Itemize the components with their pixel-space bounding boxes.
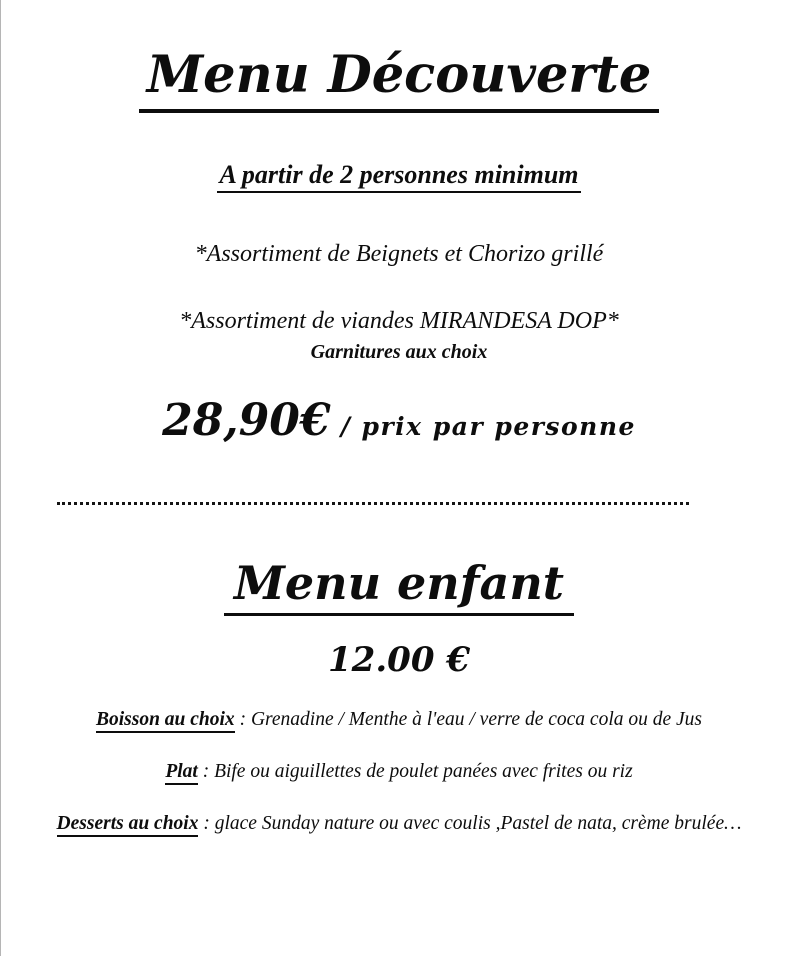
desserts-row (0, 811, 798, 837)
decouverte-price-suffix: / prix par personne (330, 412, 636, 442)
menu-enfant-section (0, 505, 798, 838)
boisson-label: Boisson au choix (96, 709, 235, 733)
boisson-row (0, 707, 798, 733)
decouverte-price-amount: 28,90€ (162, 395, 331, 447)
plat-label: Plat (165, 761, 198, 785)
menu-decouverte-title: Menu Découverte (139, 46, 660, 113)
plat-separator: : (197, 761, 215, 782)
menu-decouverte-subtitle: A partir de 2 personnes minimum (217, 159, 580, 193)
desserts-separator: : (198, 813, 215, 835)
garnitures-note: Garnitures aux choix (310, 341, 488, 364)
desserts-text: glace Sunday nature ou avec coulis ,Pastel de nata, crème brulée… (214, 813, 742, 835)
menu-enfant-price: 12.00 € (328, 639, 470, 680)
desserts-label: Desserts au choix (57, 813, 199, 837)
menu-decouverte-section (0, 0, 798, 448)
boisson-separator: : (234, 708, 251, 730)
menu-item-viandes: *Assortiment de viandes MIRANDESA DOP* (179, 308, 619, 335)
plat-text: Bife ou aiguillettes de poulet panées avec frites ou riz (214, 761, 633, 782)
menu-enfant-title: Menu enfant (224, 557, 574, 616)
decouverte-price-line (0, 395, 798, 448)
page-left-border (0, 0, 1, 956)
menu-item-beignets: *Assortiment de Beignets et Chorizo grillé (194, 240, 604, 267)
boisson-text: Grenadine / Menthe à l'eau / verre de coca cola ou de Jus (250, 708, 703, 730)
plat-row (0, 759, 798, 785)
